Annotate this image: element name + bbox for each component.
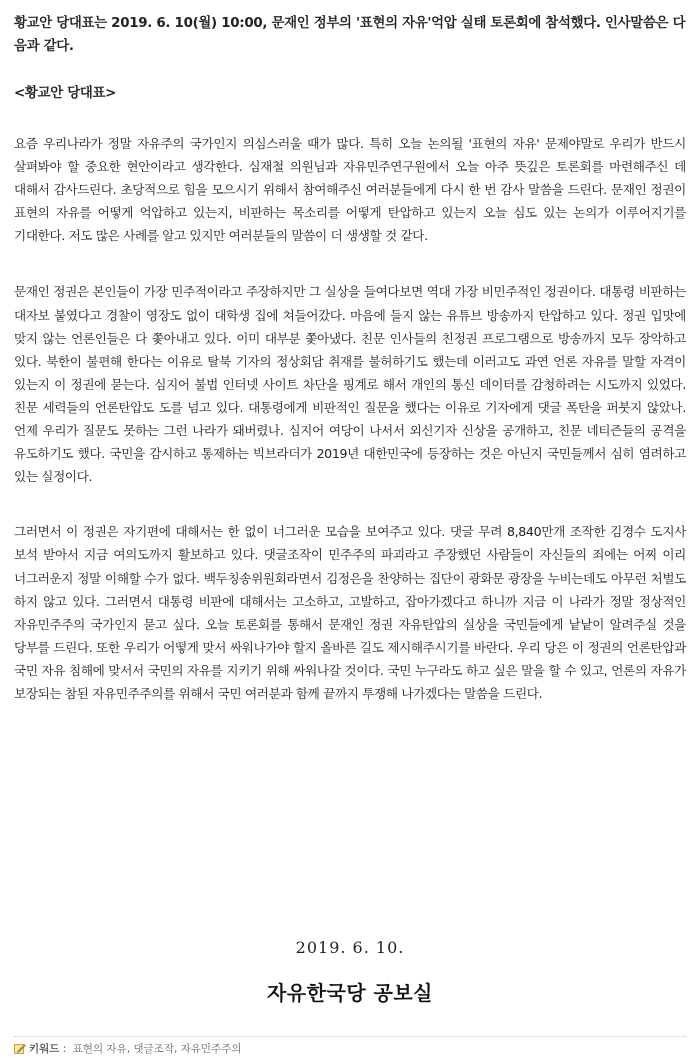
release-date: 2019. 6. 10.: [295, 938, 405, 957]
keywords-label: 키워드: [29, 1043, 60, 1055]
intro-text: 황교안 당대표는 2019. 6. 10(월) 10:00, 문재인 정부의 '표현의 자유'억압 실태 토론회에 참석했다. 인사말씀은 다음과 같다.: [14, 16, 686, 54]
speech-paragraph-1: 요즘 우리나라가 정말 자유주의 국가인지 의심스러울 때가 많다. 특히 오늘 논의될 '표현의 자유' 문제야말로 우리가 반드시 살펴봐야 할 중요한 현안이라고 생각한다. 심재철 의원님과 자유민주연구원에서 오늘 아주 뜻깊은 토론회를 마련해주신 데 대해서 감사드린다. 초당적으로 힘을 모으시기 위해서 참여해주신 여러분들에게 다시 한 번 감사 말씀을 드린다. 문재인 정권이 표현의 자유를 어떻게 억압하고 있는지, 비판하는 목소리를 어떻게 탄압하고 있는지 오늘 심도 있는 논의가 이루어지기를 기대한다. 저도 많은 사례를 알고 있지만 여러분들의 말씀이 더 생생할 것 같다.: [14, 136, 686, 244]
keywords-bar: [14, 1036, 686, 1056]
organization-name: 자유한국당 공보실: [266, 981, 434, 1005]
speech-paragraph-3: 그러면서 이 정권은 자기편에 대해서는 한 없이 너그러운 모습을 보여주고 있다. 댓글 무려 8,840만개 조작한 김경수 도지사 보석 받아서 지금 여의도까지 활보하고 있다. 댓글조작이 민주주의 파괴라고 주장했던 사람들이 자신들의 죄에는 어찌 이리 너그러운지 정말 이해할 수가 없다. 백두칭송위원회라면서 김정은을 찬양하는 집단이 광화문 광장을 누비는데도 아무런 처벌도 하지 않고 있다. 그러면서 대통령 비판에 대해서는 고소하고, 고발하고, 잡아가겠다고 하니까 지금 이 나라가 정말 정상적인 자유민주주의 국가인지 묻고 싶다. 오늘 토론회를 통해서 문재인 정권 자유탄압의 실상을 국민들에게 낱낱이 알려주실 것을 당부를 드린다. 또한 우리가 어떻게 맞서 싸워나가야 할지 올바른 길도 제시해주시기를 바란다. 우리 당은 이 정권의 언론탄압과 국민 자유 침해에 맞서서 국민의 자유를 지키기 위해 싸워나갈 것이다. 국민 누구라도 하고 싶은 말을 할 수 있고, 언론의 자유가 보장되는 참된 자유민주주의를 위해서 국민 여러분과 함께 끝까지 투쟁해 나가겠다는 말씀을 드린다.: [14, 524, 686, 701]
pencil-icon: [14, 1043, 26, 1054]
speech-paragraph-2: 문재인 정권은 본인들이 가장 민주적이라고 주장하지만 그 실상을 들여다보면 역대 가장 비민주적인 정권이다. 대통령 비판하는 대자보 붙였다고 경찰이 영장도 없이 대학생 집에 쳐들어갔다. 마음에 들지 않는 유튜브 방송까지 탄압하고 있다. 정권 입맛에 맞지 않는 언론인들은 다 쫓아내고 있다. 이미 대부분 쫓아냈다. 친문 인사들의 친정권 프로그램으로 방송까지 모두 장악하고 있다. 북한이 불편해 한다는 이유로 탈북 기자의 정상회담 취재를 불허하기도 했는데 이러고도 과연 언론 자유를 말할 자격이 있는지 이 정권에 묻는다. 심지어 불법 인터넷 사이트 차단을 핑계로 해서 개인의 통신 데이터를 감청하려는 시도까지 있었다. 친문 세력들의 언론탄압도 도를 넘고 있다. 대통령에게 비판적인 질문을 했다는 이유로 기자에게 댓글 폭탄을 퍼붓지 않았나. 언제 우리가 질문도 못하는 그런 나라가 돼버렸나. 심지어 여당이 나서서 외신기자 신상을 공개하고, 친문 네티즌들의 공격을 유도하기도 했다. 국민을 감시하고 통제하는 빅브라더가 2019년 대한민국에 등장하는 것은 아닌지 국민들께서 심히 염려하고 있는 실정이다.: [14, 284, 686, 485]
keywords-separator: :: [59, 1042, 70, 1055]
speaker-heading: <황교안 당대표>: [14, 86, 117, 101]
keywords-list[interactable]: 표현의 자유, 댓글조작, 자유민주주의: [72, 1043, 242, 1055]
